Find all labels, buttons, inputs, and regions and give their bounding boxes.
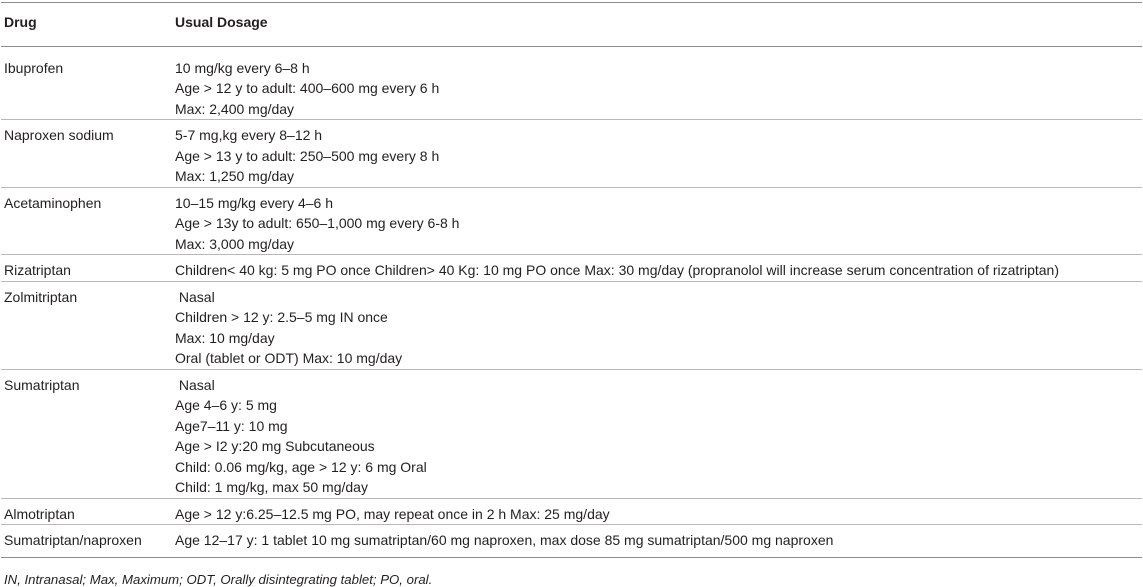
drug-name-cell: Zolmitriptan [1,281,172,369]
dosage-line: 5-7 mg,kg every 8–12 h [175,127,323,143]
dosage-line: Age > 13 y to adult: 250–500 mg every 8 h [175,147,440,164]
drug-name-cell: Sumatriptan/naproxen [1,525,172,558]
drug-name-cell: Naproxen sodium [1,120,172,188]
dosage-line: Nasal [175,376,215,393]
drug-name-cell: Rizatriptan [1,255,172,282]
drug-name-cell: Ibuprofen [1,46,172,120]
dosage-table-container [0,2,1143,587]
dosage-cell [172,255,1142,282]
dosage-line: Nasal [175,288,215,305]
dosage-cell [172,498,1142,525]
drug-name-cell: Sumatriptan [1,369,172,498]
dosage-cell [172,281,1142,369]
header-usual-dosage: Usual Dosage [172,3,1142,47]
dosage-line: Age > 12 y:6.25–12.5 mg PO, may repeat once in 2 h Max: 25 mg/day [175,505,610,522]
table-row [1,525,1142,558]
dosage-cell [172,120,1142,188]
dosage-cell [172,525,1142,558]
dosage-table [1,2,1142,558]
dosage-line: Age7–11 y: 10 mg [175,417,288,434]
dosage-line: Child: 0.06 mg/kg, age > 12 y: 6 mg Oral [175,458,427,475]
dosage-cell [172,187,1142,255]
dosage-line: Oral (tablet or ODT) Max: 10 mg/day [175,350,403,366]
table-row [1,369,1142,498]
dosage-line: Age 12–17 y: 1 tablet 10 mg sumatriptan/60 mg naproxen, max dose 85 mg sumatriptan/500 mg naproxen [175,532,834,548]
dosage-line: Children< 40 kg: 5 mg PO once Children> 40 Kg: 10 mg PO once Max: 30 mg/day (propranolol will increase serum concentration of rizatriptan) [175,262,1059,278]
table-row [1,187,1142,255]
dosage-line: 10–15 mg/kg every 4–6 h [175,194,333,211]
dosage-cell [172,369,1142,498]
dosage-line: Max: 1,250 mg/day [175,168,295,184]
dosage-line: Age > 12 y to adult: 400–600 mg every 6 h [175,80,440,96]
table-body [1,46,1142,557]
table-row [1,46,1142,120]
table-row [1,281,1142,369]
table-footnote: IN, Intranasal; Max, Maximum; ODT, Orally disintegrating tablet; PO, oral. [4,571,433,587]
dosage-line: Age > I2 y:20 mg Subcutaneous [175,438,375,454]
dosage-line: Age 4–6 y: 5 mg [175,397,277,413]
dosage-line: 10 mg/kg every 6–8 h [175,59,310,76]
table-row [1,498,1142,525]
table-row [1,255,1142,282]
drug-name-cell: Acetaminophen [1,187,172,255]
dosage-line: Child: 1 mg/kg, max 50 mg/day [175,479,368,495]
table-header-row [1,3,1142,47]
table-row [1,120,1142,188]
dosage-line: Age > 13y to adult: 650–1,000 mg every 6-8 h [175,215,460,231]
dosage-line: Max: 2,400 mg/day [175,100,295,117]
drug-name-cell: Almotriptan [1,498,172,525]
header-drug: Drug [1,3,172,47]
dosage-line: Max: 10 mg/day [175,329,275,346]
dosage-cell [172,46,1142,120]
dosage-line: Max: 3,000 mg/day [175,235,295,252]
dosage-line: Children > 12 y: 2.5–5 mg IN once [175,309,388,325]
